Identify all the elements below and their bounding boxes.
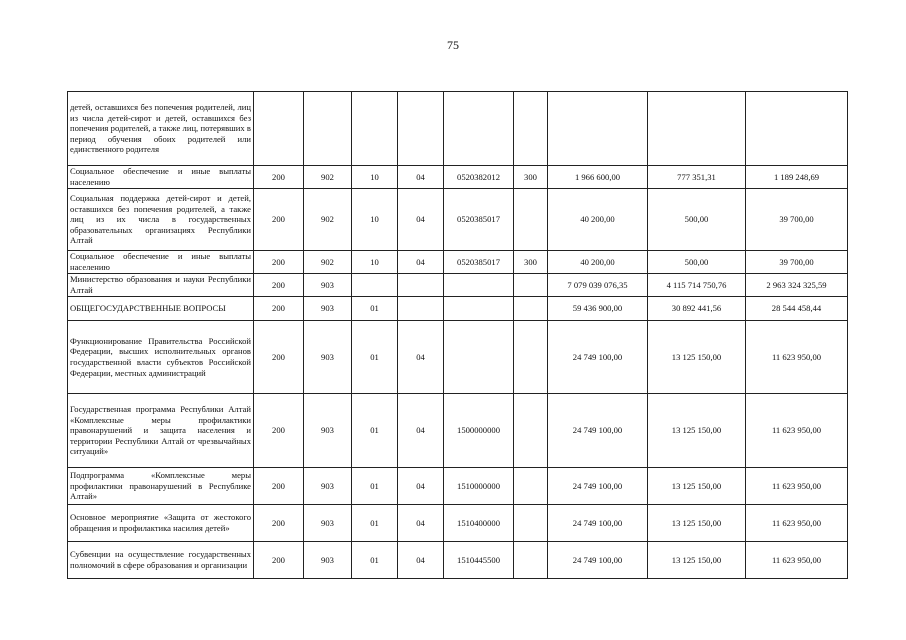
amount-executed: 13 125 150,00 xyxy=(648,468,746,505)
amount-executed: 13 125 150,00 xyxy=(648,321,746,394)
code-target: 1510000000 xyxy=(444,468,514,505)
code-expense-type xyxy=(514,189,548,251)
amount-executed: 4 115 714 750,76 xyxy=(648,274,746,297)
code-ministry: 902 xyxy=(304,189,352,251)
row-name: Социальное обеспечение и иные выплаты населению xyxy=(68,251,254,274)
amount-remaining: 28 544 458,44 xyxy=(746,297,848,321)
code-subsection xyxy=(398,92,444,166)
amount-executed: 13 125 150,00 xyxy=(648,542,746,579)
code-ministry xyxy=(304,92,352,166)
code-section: 01 xyxy=(352,394,398,468)
code-expense-type: 300 xyxy=(514,166,548,189)
amount-planned: 7 079 039 076,35 xyxy=(548,274,648,297)
code-ministry: 903 xyxy=(304,542,352,579)
amount-remaining: 11 623 950,00 xyxy=(746,321,848,394)
amount-executed xyxy=(648,92,746,166)
code-ministry: 903 xyxy=(304,468,352,505)
page-number: 75 xyxy=(447,38,459,52)
code-glava: 200 xyxy=(254,468,304,505)
code-glava: 200 xyxy=(254,321,304,394)
code-expense-type xyxy=(514,542,548,579)
code-section xyxy=(352,92,398,166)
amount-executed: 30 892 441,56 xyxy=(648,297,746,321)
table-row xyxy=(68,189,848,251)
amount-remaining: 11 623 950,00 xyxy=(746,394,848,468)
code-section: 10 xyxy=(352,166,398,189)
code-subsection: 04 xyxy=(398,505,444,542)
code-ministry: 903 xyxy=(304,394,352,468)
code-section: 01 xyxy=(352,297,398,321)
code-glava: 200 xyxy=(254,505,304,542)
table-row xyxy=(68,297,848,321)
budget-table xyxy=(67,91,848,579)
table-row xyxy=(68,505,848,542)
code-subsection: 04 xyxy=(398,189,444,251)
code-expense-type: 300 xyxy=(514,251,548,274)
code-section: 01 xyxy=(352,468,398,505)
code-subsection: 04 xyxy=(398,166,444,189)
row-name: Государственная программа Республики Алтай «Комплексные меры профилактики правонарушений и защита населения и территории Республики Алтай от чрезвычайных ситуаций» xyxy=(68,394,254,468)
code-target: 0520382012 xyxy=(444,166,514,189)
table-row xyxy=(68,166,848,189)
code-target: 0520385017 xyxy=(444,251,514,274)
code-section: 01 xyxy=(352,542,398,579)
code-target xyxy=(444,297,514,321)
code-glava: 200 xyxy=(254,274,304,297)
table-row xyxy=(68,542,848,579)
code-glava: 200 xyxy=(254,251,304,274)
code-target xyxy=(444,321,514,394)
code-expense-type xyxy=(514,92,548,166)
code-glava: 200 xyxy=(254,297,304,321)
code-expense-type xyxy=(514,505,548,542)
amount-executed: 13 125 150,00 xyxy=(648,394,746,468)
amount-planned: 24 749 100,00 xyxy=(548,542,648,579)
code-expense-type xyxy=(514,274,548,297)
code-subsection: 04 xyxy=(398,542,444,579)
code-glava: 200 xyxy=(254,166,304,189)
code-expense-type xyxy=(514,394,548,468)
code-glava: 200 xyxy=(254,394,304,468)
amount-remaining: 2 963 324 325,59 xyxy=(746,274,848,297)
code-subsection: 04 xyxy=(398,251,444,274)
table-row xyxy=(68,251,848,274)
code-subsection: 04 xyxy=(398,394,444,468)
code-expense-type xyxy=(514,321,548,394)
amount-executed: 13 125 150,00 xyxy=(648,505,746,542)
amount-remaining: 11 623 950,00 xyxy=(746,468,848,505)
code-target: 1510400000 xyxy=(444,505,514,542)
table-row xyxy=(68,321,848,394)
row-name: Социальная поддержка детей-сирот и детей, оставшихся без попечения родителей, а также лиц из их числа в государственных образовательных организациях Республики Алтай xyxy=(68,189,254,251)
code-ministry: 903 xyxy=(304,274,352,297)
table-row xyxy=(68,92,848,166)
code-ministry: 902 xyxy=(304,166,352,189)
code-section: 10 xyxy=(352,251,398,274)
row-name: Субвенции на осуществление государственных полномочий в сфере образования и организации xyxy=(68,542,254,579)
amount-planned: 24 749 100,00 xyxy=(548,321,648,394)
code-subsection: 04 xyxy=(398,468,444,505)
code-glava xyxy=(254,92,304,166)
amount-planned: 59 436 900,00 xyxy=(548,297,648,321)
amount-remaining xyxy=(746,92,848,166)
code-subsection: 04 xyxy=(398,321,444,394)
amount-planned: 40 200,00 xyxy=(548,251,648,274)
code-expense-type xyxy=(514,468,548,505)
code-ministry: 903 xyxy=(304,321,352,394)
table-row xyxy=(68,468,848,505)
amount-planned: 24 749 100,00 xyxy=(548,468,648,505)
row-name: Функционирование Правительства Российской Федерации, высших исполнительных органов государственной власти субъектов Российской Федерации, местных администраций xyxy=(68,321,254,394)
amount-remaining: 39 700,00 xyxy=(746,251,848,274)
code-ministry: 903 xyxy=(304,505,352,542)
amount-executed: 777 351,31 xyxy=(648,166,746,189)
code-target: 0520385017 xyxy=(444,189,514,251)
row-name: ОБЩЕГОСУДАРСТВЕННЫЕ ВОПРОСЫ xyxy=(68,297,254,321)
code-target: 1510445500 xyxy=(444,542,514,579)
amount-planned: 24 749 100,00 xyxy=(548,394,648,468)
code-section: 01 xyxy=(352,321,398,394)
row-name: Социальное обеспечение и иные выплаты населению xyxy=(68,166,254,189)
code-glava: 200 xyxy=(254,542,304,579)
row-name: Основное мероприятие «Защита от жестокого обращения и профилактика насилия детей» xyxy=(68,505,254,542)
code-target xyxy=(444,274,514,297)
code-section: 01 xyxy=(352,505,398,542)
amount-planned: 40 200,00 xyxy=(548,189,648,251)
code-section xyxy=(352,274,398,297)
table-row xyxy=(68,274,848,297)
amount-executed: 500,00 xyxy=(648,189,746,251)
code-subsection xyxy=(398,297,444,321)
code-ministry: 903 xyxy=(304,297,352,321)
code-section: 10 xyxy=(352,189,398,251)
row-name: детей, оставшихся без попечения родителей, лиц из числа детей-сирот и детей, оставшихся без попечения родителей, а также лиц, потерявших в период обучения обоих родителей или единственного родителя xyxy=(68,92,254,166)
amount-remaining: 11 623 950,00 xyxy=(746,542,848,579)
code-ministry: 902 xyxy=(304,251,352,274)
row-name: Подпрограмма «Комплексные меры профилактики правонарушений в Республике Алтай» xyxy=(68,468,254,505)
amount-planned: 24 749 100,00 xyxy=(548,505,648,542)
amount-remaining: 1 189 248,69 xyxy=(746,166,848,189)
code-target: 1500000000 xyxy=(444,394,514,468)
code-glava: 200 xyxy=(254,189,304,251)
amount-planned: 1 966 600,00 xyxy=(548,166,648,189)
amount-remaining: 11 623 950,00 xyxy=(746,505,848,542)
code-subsection xyxy=(398,274,444,297)
amount-planned xyxy=(548,92,648,166)
row-name: Министерство образования и науки Республики Алтай xyxy=(68,274,254,297)
code-expense-type xyxy=(514,297,548,321)
amount-remaining: 39 700,00 xyxy=(746,189,848,251)
code-target xyxy=(444,92,514,166)
amount-executed: 500,00 xyxy=(648,251,746,274)
table-row xyxy=(68,394,848,468)
